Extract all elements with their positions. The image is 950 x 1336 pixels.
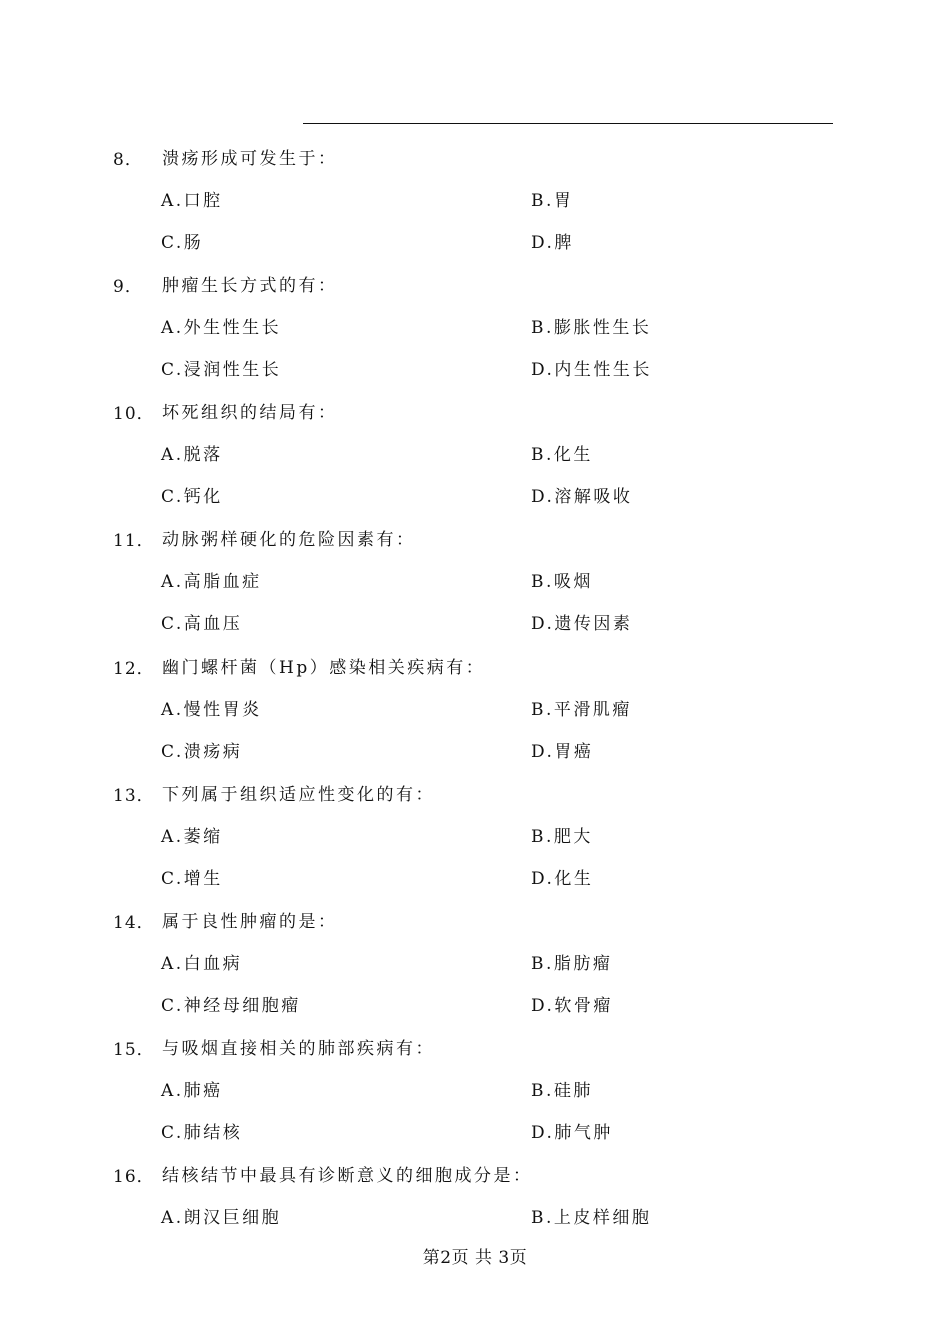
question-stem xyxy=(0,270,950,300)
option-b: B.上皮样细胞 xyxy=(531,1208,652,1228)
option-a: A.肺癌 xyxy=(161,1081,223,1101)
question-stem xyxy=(0,906,950,936)
option-d: D.脾 xyxy=(531,233,574,253)
page-footer: 第2页 共 3页 xyxy=(422,1248,528,1268)
question-stem xyxy=(0,524,950,554)
question-stem xyxy=(0,652,950,682)
option-a: A.朗汉巨细胞 xyxy=(161,1208,282,1228)
option-b: B.膨胀性生长 xyxy=(531,318,652,338)
question-stem xyxy=(0,143,950,173)
question-number: 10． xyxy=(113,404,155,424)
option-c: C.钙化 xyxy=(161,487,223,507)
option-a: A.脱落 xyxy=(161,445,223,465)
question-number: 14． xyxy=(113,913,155,933)
question-text: 动脉粥样硬化的危险因素有： xyxy=(162,530,416,550)
option-a: A.高脂血症 xyxy=(161,572,262,592)
option-a: A.外生性生长 xyxy=(161,318,282,338)
question-stem xyxy=(0,779,950,809)
option-b: B.平滑肌瘤 xyxy=(531,700,632,720)
option-d: D.软骨瘤 xyxy=(531,996,613,1016)
question-number: 11． xyxy=(113,531,155,551)
option-c: C.浸润性生长 xyxy=(161,360,282,380)
option-a: A.口腔 xyxy=(161,191,223,211)
option-c: C.肠 xyxy=(161,233,204,253)
option-b: B.肥大 xyxy=(531,827,593,847)
option-a: A.慢性胃炎 xyxy=(161,700,262,720)
header-rule xyxy=(303,123,833,124)
question-text: 结核结节中最具有诊断意义的细胞成分是： xyxy=(162,1166,533,1186)
question-number: 9． xyxy=(113,277,143,297)
question-text: 属于良性肿瘤的是： xyxy=(162,912,338,932)
question-number: 8． xyxy=(113,150,143,170)
question-text: 下列属于组织适应性变化的有： xyxy=(162,785,435,805)
option-a: A.白血病 xyxy=(161,954,243,974)
question-text: 与吸烟直接相关的肺部疾病有： xyxy=(162,1039,435,1059)
option-b: B.硅肺 xyxy=(531,1081,593,1101)
question-number: 16． xyxy=(113,1167,155,1187)
option-c: C.溃疡病 xyxy=(161,742,243,762)
option-d: D.化生 xyxy=(531,869,594,889)
option-a: A.萎缩 xyxy=(161,827,223,847)
question-number: 13． xyxy=(113,786,155,806)
question-stem xyxy=(0,397,950,427)
option-d: D.溶解吸收 xyxy=(531,487,633,507)
option-d: D.遗传因素 xyxy=(531,614,633,634)
option-c: C.增生 xyxy=(161,869,223,889)
question-number: 15． xyxy=(113,1040,155,1060)
option-b: B.脂肪瘤 xyxy=(531,954,613,974)
option-d: D.胃癌 xyxy=(531,742,594,762)
option-c: C.高血压 xyxy=(161,614,243,634)
question-text: 溃疡形成可发生于： xyxy=(162,149,338,169)
option-b: B.化生 xyxy=(531,445,593,465)
question-stem xyxy=(0,1160,950,1190)
option-d: D.肺气肿 xyxy=(531,1123,613,1143)
option-c: C.肺结核 xyxy=(161,1123,243,1143)
option-b: B.胃 xyxy=(531,191,574,211)
question-stem xyxy=(0,1033,950,1063)
question-text: 肿瘤生长方式的有： xyxy=(162,276,338,296)
question-text: 坏死组织的结局有： xyxy=(162,403,338,423)
option-d: D.内生性生长 xyxy=(531,360,652,380)
option-c: C.神经母细胞瘤 xyxy=(161,996,301,1016)
option-b: B.吸烟 xyxy=(531,572,593,592)
question-text: 幽门螺杆菌（Hp）感染相关疾病有： xyxy=(162,658,486,678)
question-number: 12． xyxy=(113,659,155,679)
